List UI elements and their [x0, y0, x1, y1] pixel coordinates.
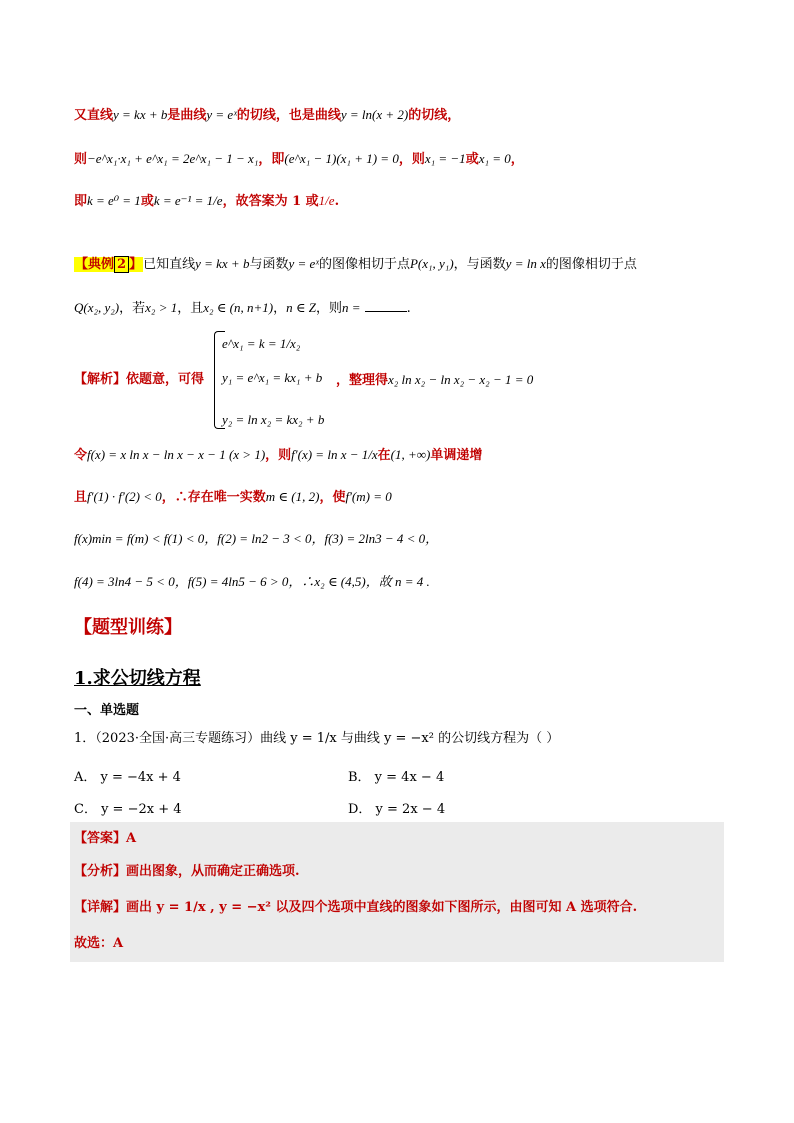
formula: k = e⁰ = 1 — [87, 193, 141, 208]
answer-blank — [365, 311, 407, 312]
text: ，若 — [119, 301, 146, 316]
section-title: 1.求公切线方程 — [74, 668, 201, 689]
text: ，整理得 — [336, 373, 389, 388]
system-eq-1: e^x₁ = k = 1/x₂ — [222, 336, 301, 351]
answer-line — [74, 829, 136, 849]
formula: y = kx + b — [113, 107, 168, 122]
formula: x₂ > 1 — [145, 300, 178, 315]
formula: x₂ ∈ (n, n+1) — [203, 300, 274, 315]
subsection-title: 一、单选题 — [74, 703, 140, 718]
text: 的切线，也是曲线 — [236, 108, 341, 123]
formula: n ∈ Z — [286, 300, 316, 315]
formula: 1/e — [318, 193, 335, 208]
text: 是曲线 — [167, 108, 207, 123]
tag-right: 】 — [129, 257, 143, 272]
detail-label: 【详解】 — [74, 900, 127, 915]
text: 或 — [140, 194, 154, 209]
solution-line-3 — [74, 191, 339, 212]
text: 在 — [377, 448, 391, 463]
option-c: C． y = −2x + 4 — [74, 802, 182, 817]
solution-line-1 — [74, 105, 460, 126]
text: 即 — [74, 194, 88, 209]
formula: −e^x₁·x₁ + e^x₁ = 2e^x₁ − 1 − x₁ — [87, 151, 259, 166]
analysis-label: 【解析】依题意，可得 — [74, 372, 205, 387]
analysis-line-4: f(4) = 3ln4 − 5 < 0，f(5) = 4ln5 − 6 > 0，∴x₂ ∈ (4,5)，故 n = 4 . — [74, 574, 430, 589]
formula: y = eˣ — [206, 107, 237, 122]
text: 与函数 — [249, 257, 289, 272]
question-1: 1．（2023·全国·高三专题练习）曲线 y = 1/x 与曲线 y = −x² 的公切线方程为（ ） — [74, 731, 560, 746]
formula: P(x₁, y₁) — [409, 256, 454, 271]
formula: y = ln(x + 2) — [340, 107, 409, 122]
option-a: A． y = −4x + 4 — [74, 770, 181, 785]
formula: f′(x) = ln x − 1/x — [291, 447, 378, 462]
analysis-line-1 — [74, 445, 482, 466]
answer-box — [70, 822, 724, 962]
formula: n = — [341, 300, 361, 315]
formula: y = kx + b — [195, 256, 250, 271]
text: ，与函数 — [453, 257, 506, 272]
formula: f′(1) · f′(2) < 0 — [87, 489, 162, 504]
conclusion: 故选：A — [74, 936, 124, 951]
text: 的切线， — [408, 108, 461, 123]
text: ，即 — [258, 152, 285, 167]
formula: (e^x₁ − 1)(x₁ + 1) = 0 — [284, 151, 399, 166]
text: 的图像相切于点 — [545, 257, 637, 272]
formula: y = eˣ — [288, 256, 319, 271]
formula: m ∈ (1, 2) — [265, 489, 320, 504]
system-eq-3: y₂ = ln x₂ = kx₂ + b — [222, 412, 325, 427]
text: ，使 — [319, 490, 346, 505]
tag-left: 【典例 — [75, 257, 115, 272]
text: ， — [510, 152, 524, 167]
example-tag — [74, 257, 143, 272]
text: 令 — [74, 448, 88, 463]
solution-line-2 — [74, 149, 524, 170]
text: 已知直线 — [143, 257, 196, 272]
option-d: D． y = 2x − 4 — [348, 802, 446, 817]
example-2-line-1 — [74, 254, 637, 275]
arrange-line — [336, 370, 533, 391]
analysis-label: 【分析】 — [74, 864, 127, 879]
text: ， — [273, 301, 287, 316]
formula: k = e⁻¹ = 1/e — [153, 193, 223, 208]
text: 或 — [465, 152, 479, 167]
answer-label: 【答案】A — [74, 831, 137, 846]
formula: x₁ = −1 — [424, 151, 466, 166]
formula: f(x) = x ln x − ln x − x − 1 (x > 1) — [87, 447, 266, 462]
analysis-answer-line — [74, 862, 300, 882]
formula: f′(m) = 0 — [345, 489, 392, 504]
text: 又直线 — [74, 108, 114, 123]
text: 则 — [74, 152, 88, 167]
formula: x₂ ln x₂ − ln x₂ − x₂ − 1 = 0 — [388, 372, 534, 387]
training-heading: 【题型训练】 — [74, 617, 182, 638]
text: ，∴存在唯一实数 — [161, 490, 266, 505]
detail-text: 画出 y = 1/x , y = −x² 以及四个选项中直线的图象如下图所示，由图可知 A 选项符合. — [126, 900, 638, 915]
analysis-label-line — [74, 370, 204, 390]
formula: y = ln x — [505, 256, 546, 271]
detail-line — [74, 898, 637, 918]
text: ，则 — [398, 152, 425, 167]
system-eq-2: y₁ = e^x₁ = kx₁ + b — [222, 370, 323, 385]
text: ，则 — [315, 301, 342, 316]
option-b: B． y = 4x − 4 — [348, 770, 445, 785]
formula: (1, +∞) — [390, 447, 431, 462]
text: . — [334, 194, 340, 209]
formula: x₁ = 0 — [478, 151, 511, 166]
example-2-line-2 — [74, 298, 411, 319]
formula: Q(x₂, y₂) — [74, 300, 120, 315]
text: ，故答案为 1 或 — [222, 194, 319, 209]
text: ，且 — [177, 301, 204, 316]
analysis-text: 画出图象，从而确定正确选项. — [126, 864, 300, 879]
text: 且 — [74, 490, 88, 505]
text: . — [406, 301, 411, 316]
tag-number: 2 — [114, 256, 129, 273]
text: ，则 — [265, 448, 292, 463]
analysis-line-2 — [74, 487, 392, 508]
text: 的图像相切于点 — [318, 257, 410, 272]
analysis-line-3: f(x)min = f(m) < f(1) < 0，f(2) = ln2 − 3 < 0，f(3) = 2ln3 − 4 < 0， — [74, 531, 439, 546]
text: 单调递增 — [430, 448, 483, 463]
conclusion-line — [74, 934, 123, 954]
